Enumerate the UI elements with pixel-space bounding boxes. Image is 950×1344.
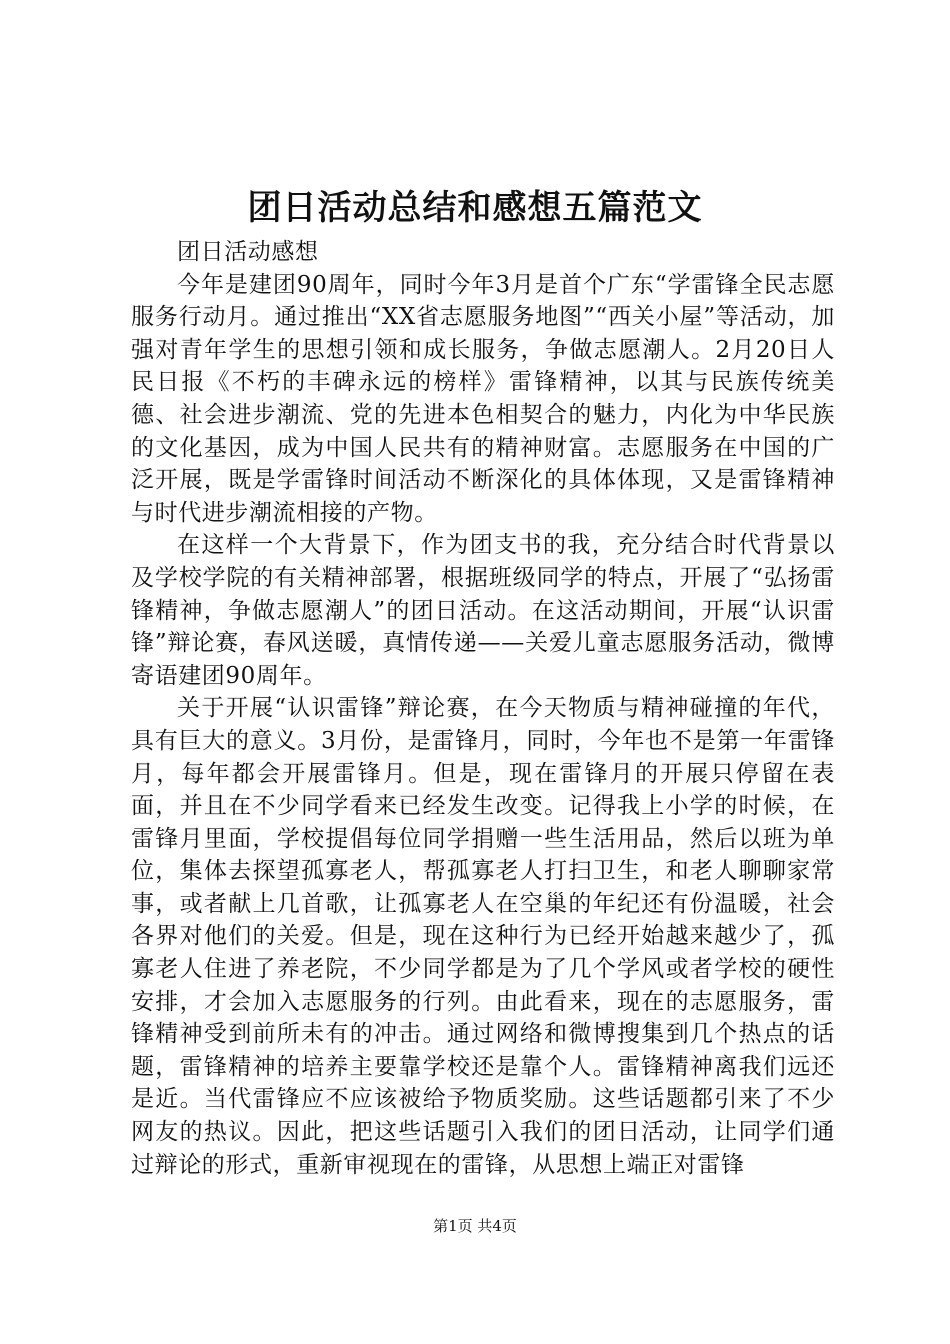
- paragraph-subheading: 团日活动感想: [177, 239, 319, 265]
- paragraph: 关于开展“认识雷锋”辩论赛，在今天物质与精神碰撞的年代，具有巨大的意义。3月份，是雷锋月，同时，今年也不是第一年雷锋月，每年都会开展雷锋月。但是，现在雷锋月的开展只停留在表面，并且在不少同学看来已经发生改变。记得我上小学的时候，在雷锋月里面，学校提倡每位同学捐赠一些生活用品，然后以班为单位，集体去探望孤寡老人，帮孤寡老人打扫卫生，和老人聊聊家常事，或者献上几首歌，让孤寡老人在空巢的年纪还有份温暖，社会各界对他们的关爱。但是，现在这种行为已经开始越来越少了，孤寡老人住进了养老院，不少同学都是为了几个学风或者学校的硬性安排，才会加入志愿服务的行列。由此看来，现在的志愿服务，雷锋精神受到前所未有的冲击。通过网络和微博搜集到几个热点的话题，雷锋精神的培养主要靠学校还是靠个人。雷锋精神离我们远还是近。当代雷锋应不应该被给予物质奖励。这些话题都引来了不少网友的热议。因此，把这些话题引入我们的团日活动，让同学们通过辩论的形式，重新审视现在的雷锋，从思想上端正对雷锋: [131, 695, 835, 1178]
- paragraph: 今年是建团90周年，同时今年3月是首个广东“学雷锋全民志愿服务行动月。通过推出“XX省志愿服务地图”“西关小屋”等活动，加强对青年学生的思想引领和成长服务，争做志愿潮人。2月20日人民日报《不朽的丰碑永远的榜样》雷锋精神，以其与民族传统美德、社会进步潮流、党的先进本色相契合的魅力，内化为中华民族的文化基因，成为中国人民共有的精神财富。志愿服务在中国的广泛开展，既是学雷锋时间活动不断深化的具体体现，又是雷锋精神与时代进步潮流相接的产物。: [131, 271, 835, 526]
- paragraph: 在这样一个大背景下，作为团支书的我，充分结合时代背景以及学校学院的有关精神部署，根据班级同学的特点，开展了“弘扬雷锋精神，争做志愿潮人”的团日活动。在这活动期间，开展“认识雷锋”辩论赛，春风送暖，真情传递——关爱儿童志愿服务活动，微博寄语建团90周年。: [131, 532, 835, 689]
- document-body: [131, 236, 835, 1181]
- page-footer: 第1页 共4页: [433, 1217, 517, 1235]
- document-title: 团日活动总结和感想五篇范文: [247, 188, 703, 228]
